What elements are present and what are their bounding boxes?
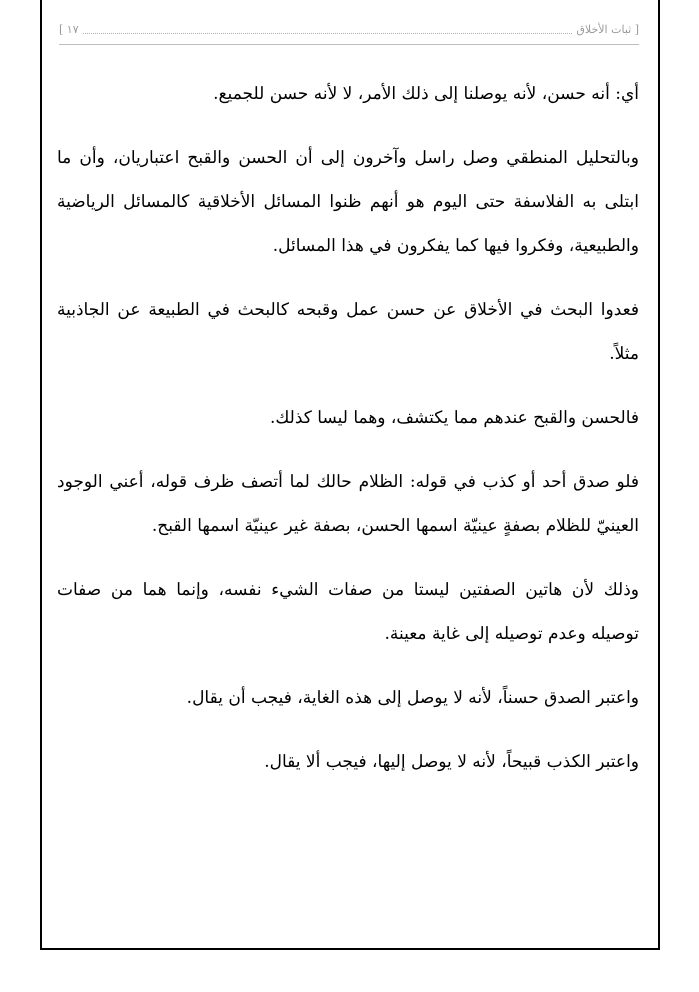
page-body bbox=[57, 72, 639, 804]
paragraph-4: فالحسن والقبح عندهم مما يكتشف، وهما ليسا كذلك. bbox=[269, 408, 639, 428]
paragraph-2: وبالتحليل المنطقي وصل راسل وآخرون إلى أن الحسن والقبح اعتباريان، وأن ما ابتلى به الفلاسفة حتى اليوم هو أنهم ظنوا المسائل الأخلاقية كالمسائل الرياضية والطبيعية، وفكروا فيها كما يفكرون في هذا المسائل. bbox=[57, 148, 639, 256]
paragraph-8: واعتبر الكذب قبيحاً، لأنه لا يوصل إليها، فيجب ألا يقال. bbox=[264, 752, 639, 772]
running-header bbox=[59, 20, 639, 38]
header-rule bbox=[59, 44, 639, 45]
header-dot-leader bbox=[83, 25, 573, 34]
paragraph-3: فعدوا البحث في الأخلاق عن حسن عمل وقبحه كالبحث في الطبيعة عن الجاذبية مثلاً. bbox=[57, 300, 639, 364]
paragraph-6: وذلك لأن هاتين الصفتين ليستا من صفات الشيء نفسه، وإنما هما من صفات توصيله وعدم توصيله إلى غاية معينة. bbox=[57, 580, 639, 644]
paragraph-1: أي: أنه حسن، لأنه يوصلنا إلى ذلك الأمر، لا لأنه حسن للجميع. bbox=[213, 84, 639, 104]
paragraph-5: فلو صدق أحد أو كذب في قوله: الظلام حالك لما أتصف ظرف قوله، أعني الوجود العينيّ للظلام بصفةٍ عينيّة اسمها الحسن، بصفة غير عينيّة اسمها القبح. bbox=[57, 472, 639, 536]
page-number: ١٧ ] bbox=[59, 22, 79, 36]
paragraph-7: واعتبر الصدق حسناً، لأنه لا يوصل إلى هذه الغاية، فيجب أن يقال. bbox=[186, 688, 639, 708]
header-title: [ ثبات الأخلاق bbox=[576, 22, 639, 36]
